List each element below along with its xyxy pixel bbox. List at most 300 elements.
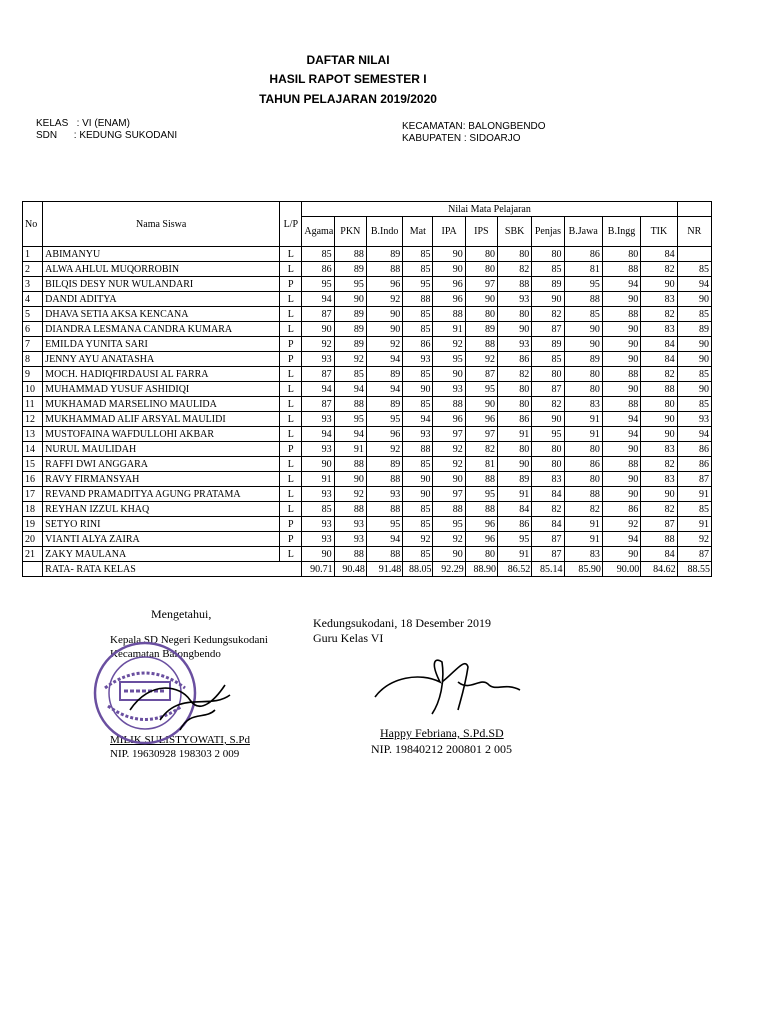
header-subject: B.Indo [366, 217, 402, 247]
score-cell [677, 247, 711, 262]
score-cell: 86 [602, 502, 640, 517]
score-cell: 93 [334, 532, 366, 547]
score-cell: 87 [641, 517, 677, 532]
student-gender: L [280, 472, 302, 487]
score-cell: 87 [532, 532, 564, 547]
kecamatan-info: KECAMATAN: BALONGBENDO [402, 121, 546, 132]
row-number: 14 [23, 442, 43, 457]
score-cell: 88 [602, 367, 640, 382]
score-cell: 80 [641, 397, 677, 412]
student-gender: P [280, 337, 302, 352]
row-number: 11 [23, 397, 43, 412]
score-cell: 94 [334, 382, 366, 397]
score-cell: 80 [465, 547, 497, 562]
score-cell: 94 [677, 427, 711, 442]
score-cell: 86 [498, 517, 532, 532]
score-cell: 85 [302, 502, 334, 517]
row-number: 4 [23, 292, 43, 307]
header-subject: IPS [465, 217, 497, 247]
score-cell: 83 [564, 397, 602, 412]
score-cell: 87 [302, 367, 334, 382]
score-cell: 93 [403, 352, 433, 367]
student-gender: P [280, 532, 302, 547]
score-cell: 95 [465, 487, 497, 502]
score-cell: 95 [302, 277, 334, 292]
score-cell: 82 [532, 307, 564, 322]
row-number: 21 [23, 547, 43, 562]
score-cell: 85 [677, 502, 711, 517]
score-cell: 97 [433, 487, 465, 502]
student-gender: L [280, 367, 302, 382]
score-cell: 88 [641, 532, 677, 547]
score-cell: 95 [334, 412, 366, 427]
score-cell: 92 [465, 352, 497, 367]
table-row [23, 322, 712, 337]
score-cell: 88 [433, 307, 465, 322]
student-gender: L [280, 547, 302, 562]
score-cell: 96 [366, 277, 402, 292]
header-lp: L/P [280, 202, 302, 247]
score-cell: 90 [602, 292, 640, 307]
score-cell: 90 [433, 247, 465, 262]
score-cell: 80 [465, 307, 497, 322]
score-cell: 90 [602, 487, 640, 502]
score-cell: 88 [403, 292, 433, 307]
student-gender: L [280, 457, 302, 472]
score-cell: 95 [366, 517, 402, 532]
score-cell: 90 [564, 322, 602, 337]
score-cell: 88 [602, 397, 640, 412]
header-subject: Agama [302, 217, 334, 247]
score-cell: 86 [677, 442, 711, 457]
header-subject: B.Ingg [602, 217, 640, 247]
score-cell: 89 [564, 352, 602, 367]
score-cell: 93 [334, 517, 366, 532]
table-row [23, 397, 712, 412]
score-cell: 88 [564, 487, 602, 502]
score-cell: 96 [433, 277, 465, 292]
score-cell: 92 [403, 532, 433, 547]
student-name: ALWA AHLUL MUQORROBIN [43, 262, 280, 277]
score-cell: 88 [498, 277, 532, 292]
average-cell: 88.05 [403, 562, 433, 577]
score-cell: 88 [334, 247, 366, 262]
score-cell: 90 [641, 412, 677, 427]
score-cell: 91 [498, 427, 532, 442]
score-cell: 91 [302, 472, 334, 487]
table-row [23, 457, 712, 472]
score-cell: 89 [498, 472, 532, 487]
student-gender: L [280, 427, 302, 442]
score-cell: 82 [641, 367, 677, 382]
student-name: JENNY AYU ANATASHA [43, 352, 280, 367]
title-hasil-rapot: HASIL RAPOT SEMESTER I [269, 72, 427, 86]
score-cell: 90 [302, 457, 334, 472]
score-cell: 80 [532, 442, 564, 457]
score-cell: 93 [498, 292, 532, 307]
score-cell: 85 [302, 247, 334, 262]
score-cell: 84 [641, 547, 677, 562]
score-cell: 84 [498, 502, 532, 517]
student-gender: P [280, 277, 302, 292]
header-no: No [23, 202, 43, 247]
title-daftar-nilai: DAFTAR NILAI [306, 53, 390, 67]
student-gender: L [280, 262, 302, 277]
table-row [23, 517, 712, 532]
score-cell: 91 [498, 487, 532, 502]
score-cell: 82 [532, 397, 564, 412]
header-subject: NR [677, 217, 711, 247]
score-cell: 88 [433, 502, 465, 517]
score-cell: 95 [564, 277, 602, 292]
average-cell: 86.52 [498, 562, 532, 577]
score-cell: 96 [465, 517, 497, 532]
header-subject-group: Nilai Mata Pelajaran [302, 202, 677, 217]
header-subject: Mat [403, 217, 433, 247]
score-cell: 94 [366, 352, 402, 367]
score-cell: 89 [334, 337, 366, 352]
score-cell: 96 [465, 532, 497, 547]
score-cell: 97 [465, 427, 497, 442]
average-cell: 91.48 [366, 562, 402, 577]
score-cell: 95 [465, 382, 497, 397]
score-cell: 89 [366, 367, 402, 382]
score-cell: 83 [641, 442, 677, 457]
header-subject: PKN [334, 217, 366, 247]
table-row [23, 412, 712, 427]
header-subject: SBK [498, 217, 532, 247]
score-cell: 90 [677, 337, 711, 352]
score-cell: 91 [433, 322, 465, 337]
score-cell: 93 [302, 517, 334, 532]
score-cell: 88 [334, 547, 366, 562]
header-subject: Penjas [532, 217, 564, 247]
score-cell: 90 [433, 547, 465, 562]
average-cell: 92.29 [433, 562, 465, 577]
score-cell: 85 [403, 502, 433, 517]
student-name: ABIMANYU [43, 247, 280, 262]
score-cell: 94 [403, 412, 433, 427]
score-cell: 96 [433, 412, 465, 427]
table-row [23, 442, 712, 457]
table-row [23, 247, 712, 262]
student-gender: L [280, 412, 302, 427]
score-cell: 92 [334, 487, 366, 502]
score-cell: 88 [465, 472, 497, 487]
student-name: MUKHAMAD MARSELINO MAULIDA [43, 397, 280, 412]
header-subject: TIK [641, 217, 677, 247]
score-cell: 88 [334, 502, 366, 517]
mengetahui-label: Mengetahui, [151, 607, 212, 621]
row-number: 12 [23, 412, 43, 427]
score-cell: 80 [498, 382, 532, 397]
student-gender: L [280, 322, 302, 337]
score-cell: 83 [641, 292, 677, 307]
score-cell: 83 [641, 322, 677, 337]
score-cell: 88 [334, 397, 366, 412]
score-cell: 85 [564, 307, 602, 322]
score-cell: 91 [677, 517, 711, 532]
table-row [23, 292, 712, 307]
score-cell: 94 [302, 427, 334, 442]
score-cell: 87 [465, 367, 497, 382]
average-cell: 90.48 [334, 562, 366, 577]
score-cell: 85 [403, 457, 433, 472]
student-name: MOCH. HADIQFIRDAUSI AL FARRA [43, 367, 280, 382]
score-cell: 93 [302, 487, 334, 502]
score-cell: 93 [302, 442, 334, 457]
student-name: MUSTOFAINA WAFDULLOHI AKBAR [43, 427, 280, 442]
student-name: REVAND PRAMADITYA AGUNG PRATAMA [43, 487, 280, 502]
score-cell: 95 [498, 532, 532, 547]
score-cell: 90 [302, 322, 334, 337]
score-cell: 86 [564, 247, 602, 262]
average-row [23, 562, 712, 577]
score-cell: 90 [532, 292, 564, 307]
average-cell: 88.55 [677, 562, 711, 577]
score-cell: 88 [334, 457, 366, 472]
score-cell: 90 [602, 337, 640, 352]
score-cell: 81 [465, 457, 497, 472]
score-cell: 90 [602, 442, 640, 457]
score-cell: 95 [433, 517, 465, 532]
table-row [23, 382, 712, 397]
score-cell: 88 [366, 262, 402, 277]
score-cell: 94 [602, 427, 640, 442]
principal-nip: NIP. 19630928 198303 2 009 [110, 748, 240, 760]
score-cell: 90 [334, 292, 366, 307]
table-row [23, 367, 712, 382]
score-cell: 92 [433, 337, 465, 352]
row-number: 5 [23, 307, 43, 322]
row-number: 19 [23, 517, 43, 532]
row-number: 17 [23, 487, 43, 502]
score-cell: 88 [465, 502, 497, 517]
student-gender: P [280, 517, 302, 532]
table-row [23, 547, 712, 562]
score-cell: 85 [403, 247, 433, 262]
score-cell: 90 [641, 427, 677, 442]
score-cell: 85 [532, 352, 564, 367]
score-cell: 85 [403, 262, 433, 277]
score-cell: 88 [366, 547, 402, 562]
score-cell: 94 [302, 382, 334, 397]
score-cell: 94 [677, 277, 711, 292]
score-cell: 90 [641, 487, 677, 502]
score-cell: 87 [532, 547, 564, 562]
score-cell: 90 [403, 472, 433, 487]
average-cell: 88.90 [465, 562, 497, 577]
table-row [23, 502, 712, 517]
average-cell: 84.62 [641, 562, 677, 577]
score-cell: 95 [403, 277, 433, 292]
score-cell: 90 [498, 322, 532, 337]
average-cell: 90.71 [302, 562, 334, 577]
score-cell: 80 [465, 262, 497, 277]
score-cell: 97 [433, 427, 465, 442]
average-cell: 90.00 [602, 562, 640, 577]
teacher-nip: NIP. 19840212 200801 2 005 [371, 742, 513, 756]
score-cell: 96 [433, 292, 465, 307]
score-cell: 88 [602, 457, 640, 472]
score-cell: 89 [366, 397, 402, 412]
score-cell: 85 [403, 397, 433, 412]
row-number: 2 [23, 262, 43, 277]
score-cell: 82 [532, 502, 564, 517]
score-cell: 90 [366, 322, 402, 337]
kelas-info: KELAS : VI (ENAM) [36, 118, 130, 129]
score-cell: 90 [403, 382, 433, 397]
score-cell: 95 [433, 352, 465, 367]
score-cell: 92 [433, 532, 465, 547]
score-cell: 85 [677, 367, 711, 382]
student-gender: P [280, 352, 302, 367]
score-cell: 90 [602, 472, 640, 487]
student-name: RAVY FIRMANSYAH [43, 472, 280, 487]
score-cell: 93 [403, 427, 433, 442]
score-cell: 85 [403, 367, 433, 382]
row-number: 13 [23, 427, 43, 442]
score-cell: 82 [564, 502, 602, 517]
score-cell: 94 [602, 277, 640, 292]
student-name: ZAKY MAULANA [43, 547, 280, 562]
score-cell: 93 [302, 412, 334, 427]
principal-title: Kepala SD Negeri Kedungsukodani [110, 634, 268, 646]
student-name: NURUL MAULIDAH [43, 442, 280, 457]
score-cell: 89 [334, 262, 366, 277]
student-name: DHAVA SETIA AKSA KENCANA [43, 307, 280, 322]
score-cell: 88 [602, 307, 640, 322]
principal-name: MILIK SULISTYOWATI, S.Pd [110, 734, 250, 746]
score-cell: 81 [564, 262, 602, 277]
score-cell: 88 [564, 292, 602, 307]
score-cell: 85 [677, 307, 711, 322]
score-cell: 86 [498, 412, 532, 427]
score-cell: 82 [465, 442, 497, 457]
score-cell: 89 [334, 307, 366, 322]
student-gender: L [280, 502, 302, 517]
score-cell: 86 [498, 352, 532, 367]
score-cell: 80 [498, 247, 532, 262]
score-cell: 83 [641, 472, 677, 487]
score-cell: 86 [403, 337, 433, 352]
score-cell: 80 [564, 472, 602, 487]
score-cell: 80 [465, 247, 497, 262]
score-cell: 85 [403, 307, 433, 322]
score-cell: 80 [564, 442, 602, 457]
score-cell: 90 [677, 382, 711, 397]
score-cell: 89 [334, 322, 366, 337]
score-cell: 90 [602, 547, 640, 562]
score-cell: 84 [532, 487, 564, 502]
table-row [23, 487, 712, 502]
score-cell: 91 [564, 427, 602, 442]
row-number: 1 [23, 247, 43, 262]
score-cell: 91 [677, 487, 711, 502]
score-cell: 84 [641, 247, 677, 262]
student-name: VIANTI ALYA ZAIRA [43, 532, 280, 547]
score-cell: 97 [465, 277, 497, 292]
average-cell: 85.14 [532, 562, 564, 577]
header-name: Nama Siswa [43, 202, 280, 247]
score-cell: 80 [498, 397, 532, 412]
score-cell: 83 [564, 547, 602, 562]
row-number: 3 [23, 277, 43, 292]
score-cell: 85 [403, 517, 433, 532]
score-cell: 94 [334, 427, 366, 442]
score-cell: 84 [532, 517, 564, 532]
student-name: MUKHAMMAD ALIF ARSYAL MAULIDI [43, 412, 280, 427]
score-cell: 87 [302, 397, 334, 412]
score-cell: 94 [366, 532, 402, 547]
score-cell: 94 [302, 292, 334, 307]
score-cell: 90 [498, 457, 532, 472]
score-cell: 89 [677, 322, 711, 337]
score-cell: 93 [302, 532, 334, 547]
score-cell: 90 [302, 547, 334, 562]
student-gender: L [280, 247, 302, 262]
score-cell: 92 [366, 442, 402, 457]
score-cell: 80 [564, 382, 602, 397]
score-cell: 90 [433, 472, 465, 487]
teacher-name: Happy Febriana, S.Pd.SD [380, 726, 504, 740]
student-name: DIANDRA LESMANA CANDRA KUMARA [43, 322, 280, 337]
score-cell: 80 [532, 367, 564, 382]
student-gender: L [280, 292, 302, 307]
score-cell: 88 [366, 472, 402, 487]
score-cell: 85 [532, 262, 564, 277]
score-cell: 89 [532, 277, 564, 292]
score-cell: 90 [677, 292, 711, 307]
score-cell: 93 [433, 382, 465, 397]
score-cell: 82 [498, 367, 532, 382]
score-cell: 91 [564, 517, 602, 532]
row-number: 9 [23, 367, 43, 382]
score-cell: 85 [677, 397, 711, 412]
score-cell: 86 [302, 262, 334, 277]
score-cell: 88 [465, 337, 497, 352]
row-number: 7 [23, 337, 43, 352]
score-cell: 87 [532, 322, 564, 337]
score-cell: 88 [433, 397, 465, 412]
score-cell: 87 [532, 382, 564, 397]
score-cell: 84 [641, 337, 677, 352]
score-cell: 91 [334, 442, 366, 457]
score-cell: 86 [564, 457, 602, 472]
row-number: 15 [23, 457, 43, 472]
score-cell: 95 [366, 412, 402, 427]
score-cell: 85 [403, 547, 433, 562]
teacher-signature-icon [370, 652, 530, 727]
header-subject: B.Jawa [564, 217, 602, 247]
score-cell: 82 [498, 262, 532, 277]
table-row [23, 352, 712, 367]
score-cell: 82 [641, 307, 677, 322]
score-cell: 90 [465, 292, 497, 307]
student-gender: L [280, 382, 302, 397]
score-cell: 82 [641, 262, 677, 277]
score-cell: 92 [366, 337, 402, 352]
score-cell: 83 [532, 472, 564, 487]
teacher-title: Guru Kelas VI [313, 631, 384, 645]
principal-signature-icon [120, 660, 240, 740]
score-cell: 90 [334, 472, 366, 487]
score-cell: 90 [602, 322, 640, 337]
row-number: 6 [23, 322, 43, 337]
student-gender: P [280, 442, 302, 457]
score-cell: 87 [677, 547, 711, 562]
student-name: SETYO RINI [43, 517, 280, 532]
